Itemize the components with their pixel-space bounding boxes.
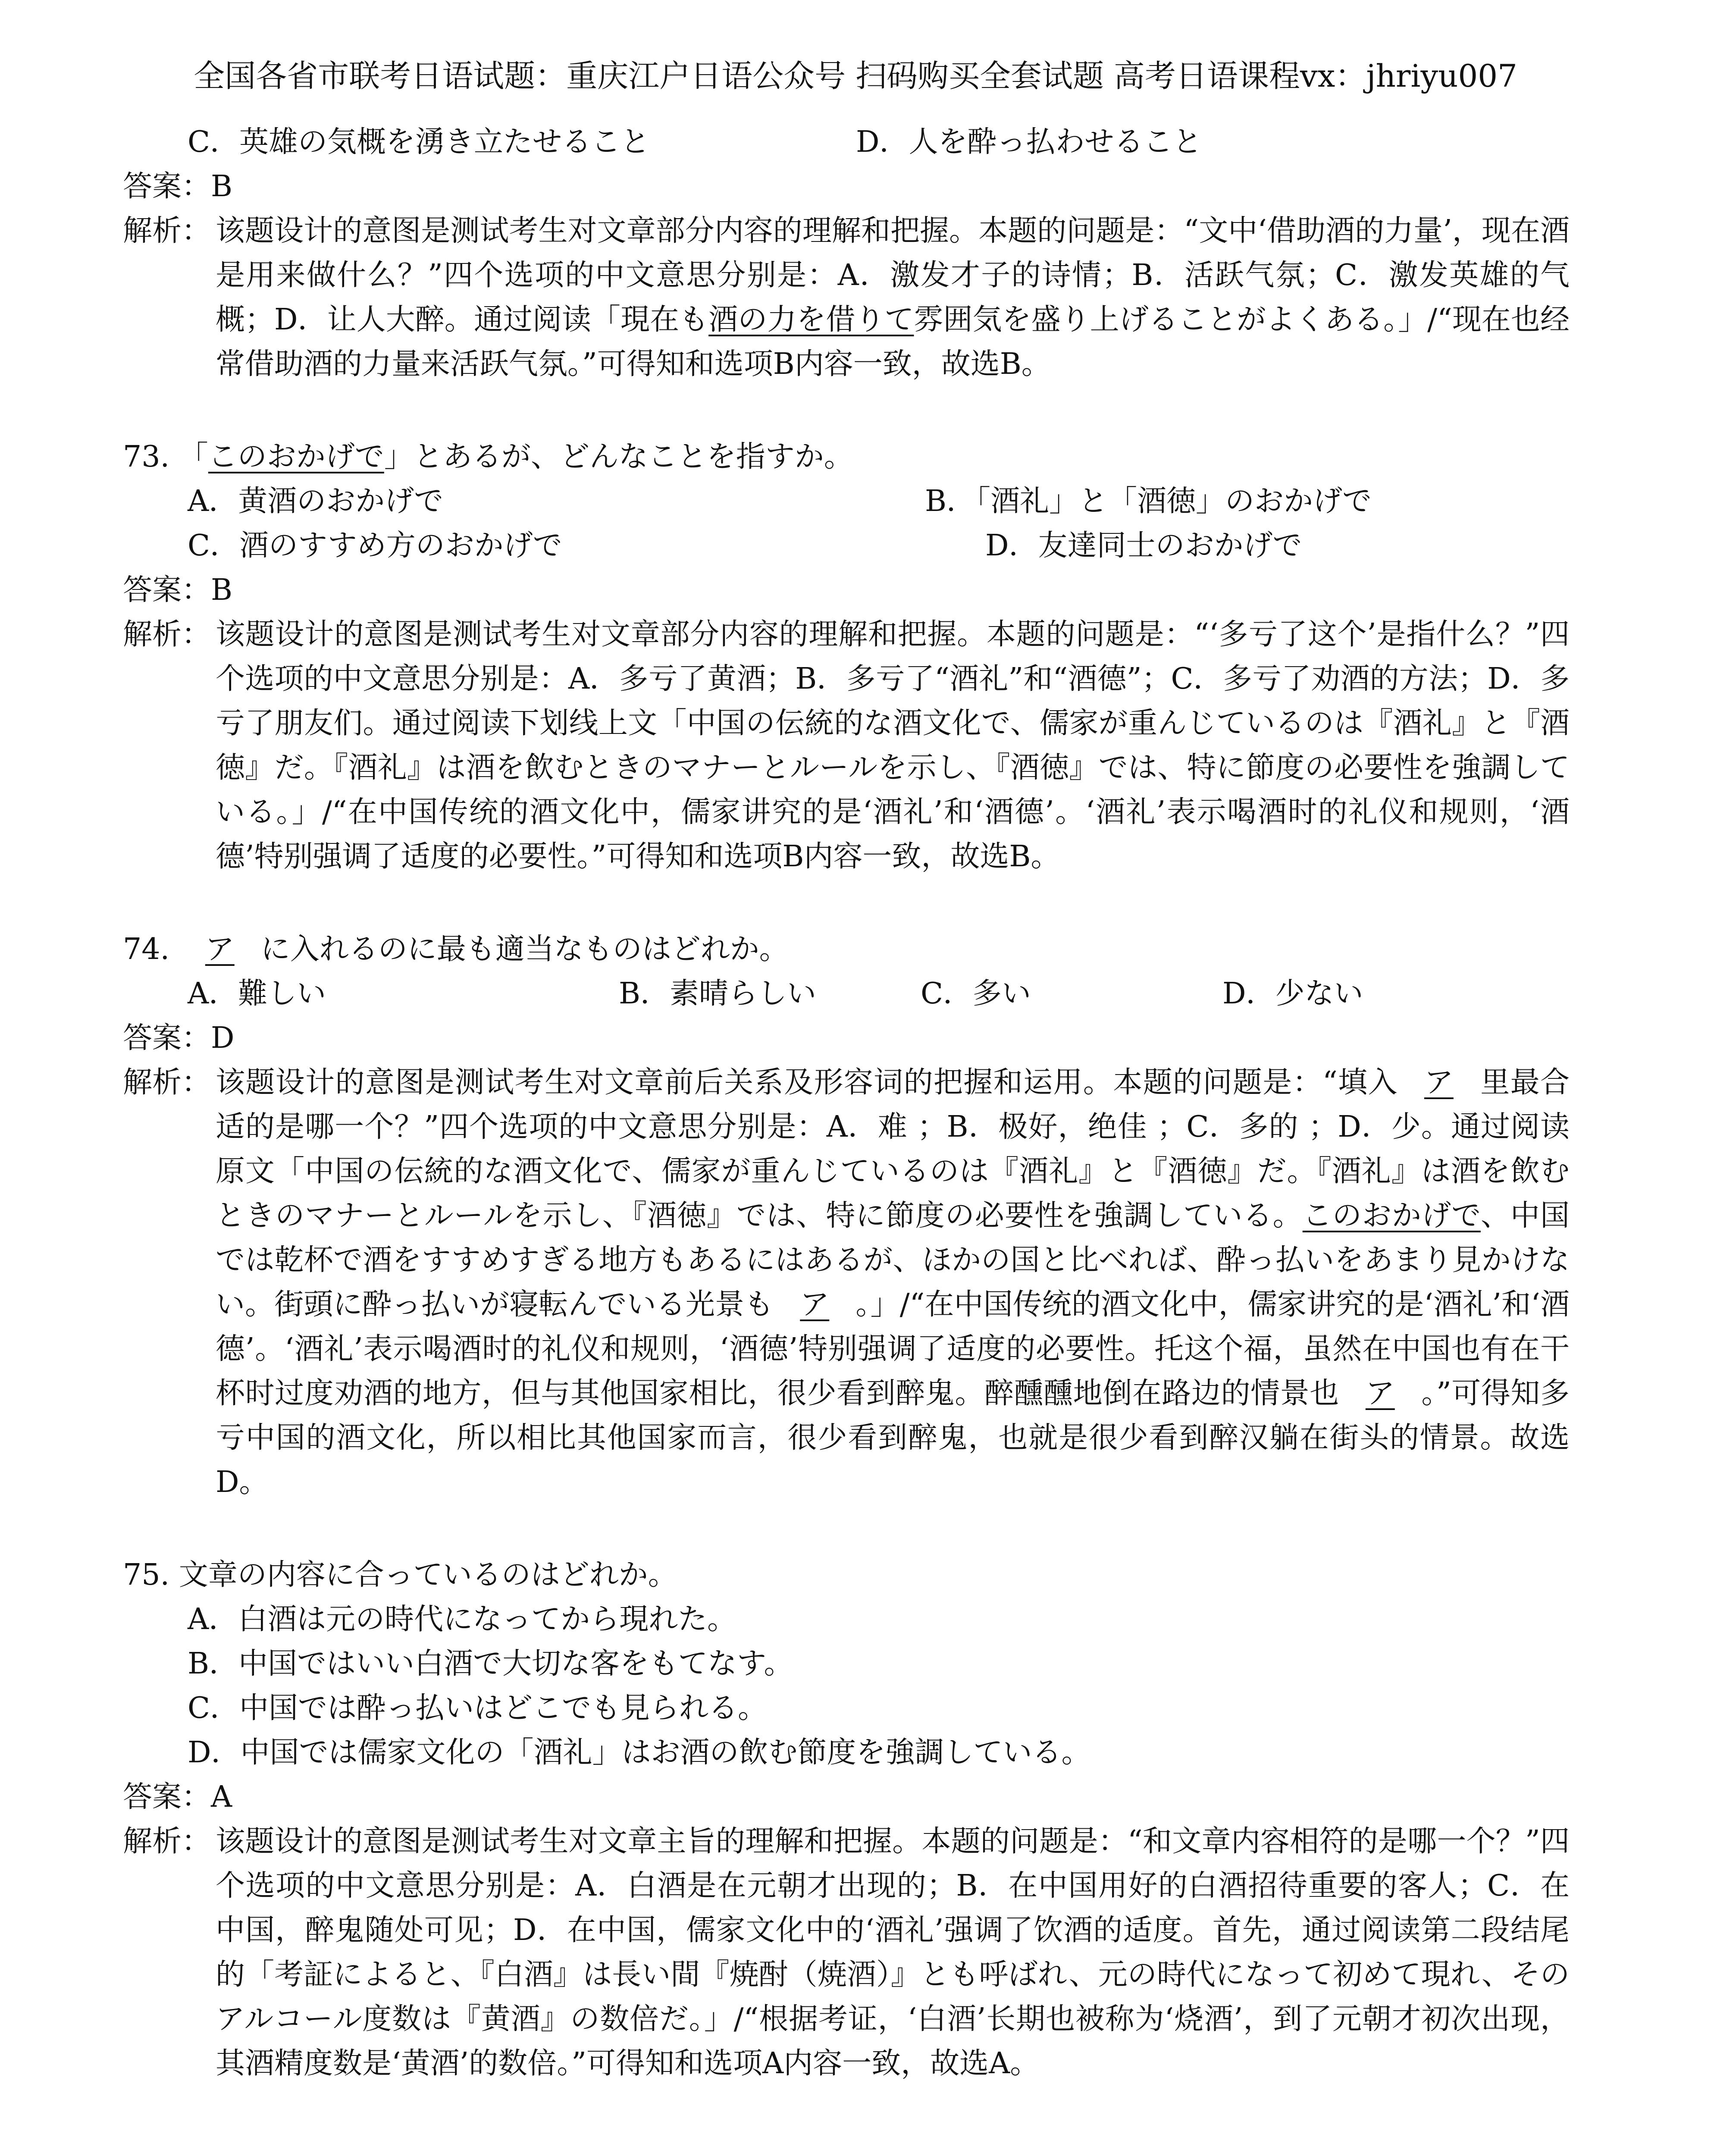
- option-c: C．中国では酔っ払いはどこでも見られる。: [188, 1691, 768, 1725]
- explanation-text-part: 该题设计的意图是测试考生对文章前后关系及形容词的把握和运用。本题的问题是：“填入: [216, 1065, 1398, 1100]
- option-row: [123, 120, 1606, 164]
- underlined-phrase: 酒の力を借りて: [708, 303, 914, 337]
- answer-line: 答案：B: [123, 169, 232, 204]
- blank: ア: [205, 932, 235, 966]
- option-c: C．英雄の気概を湧き立たせること: [188, 125, 650, 159]
- explanation-text-part: 雰囲気を盛り上げることがよくある。」/“现在也经常借助酒的力量来活跃气氛。”可得知和选项B内容一致，故选B。: [216, 303, 1570, 381]
- question-number: 75.: [123, 1558, 170, 1592]
- option-a: A．黄酒のおかげで: [188, 484, 444, 518]
- stem-text: 文章の内容に合っているのはどれか。: [179, 1558, 677, 1592]
- explanation-text: [216, 1060, 1570, 1504]
- question-75: [123, 1553, 1606, 2086]
- explanation-label: 解析：: [123, 1824, 211, 1858]
- stem-text: 」とあるが、どんなことを指すか。: [384, 440, 853, 474]
- option-row: [123, 971, 1606, 1016]
- explanation-text: 该题设计的意图是测试考生对文章主旨的理解和把握。本题的问题是：“和文章内容相符的是哪一个？”四个选项的中文意思分别是：A．白酒是在元朝才出现的；B．在中国用好的白酒招待重要的客人；C．在中国，醉鬼随处可见；D．在中国，儒家文化中的‘酒礼’强调了饮酒的适度。首先，通过阅读第二段结尾的「考証によると、『白酒』は長い間『焼酎（焼酒）』とも呼ばれ、元の時代になって初めて現れ、そのアルコール度数は『黄酒』の数倍だ。」/“根据考证，‘白酒’长期也被称为‘烧酒’，到了元朝才初次出现，其酒精度数是‘黄酒’的数倍。”可得知和选项A内容一致，故选A。: [216, 1824, 1570, 2081]
- explanation-label: 解析：: [123, 1065, 211, 1100]
- question-74: [123, 927, 1606, 1504]
- explanation: [123, 1060, 1606, 1504]
- page-header: 全国各省市联考日语试题：重庆江户日语公众号 扫码购买全套试题 高考日语课程vx：jhriyu007: [194, 58, 1517, 94]
- explanation-text-part: 。」/“在中国传统的酒文化中，儒家讲究的是‘酒礼’和‘酒德’。‘酒礼’表示喝酒时的礼仪和规则，‘酒德’特别强调了适度的必要性。托这个福，虽然在中国也有在干杯时过度劝酒的地方，但与其他国家相比，很少看到醉鬼。醉醺醺地倒在路边的情景也: [216, 1288, 1570, 1410]
- question-stem: [123, 435, 1606, 479]
- blank: ア: [1424, 1065, 1454, 1100]
- answer-line: 答案：A: [123, 1780, 232, 1814]
- explanation: [123, 209, 1606, 386]
- question-number: 74.: [123, 932, 170, 966]
- blank: ア: [1365, 1376, 1395, 1410]
- document-body: [123, 120, 1606, 2086]
- question-72-continuation: [123, 120, 1606, 386]
- option-c: C．酒のすすめ方のおかげで: [188, 529, 562, 563]
- underlined-phrase: このおかげで: [208, 440, 384, 474]
- question-number: 73.: [123, 440, 170, 474]
- option-b: B．「酒礼」と「酒徳」のおかげで: [925, 484, 1372, 518]
- answer-line: 答案：D: [123, 1021, 235, 1055]
- explanation-text-part: 。”可得知多亏中国的酒文化，所以相比其他国家而言，很少看到醉鬼，也就是很少看到醉汉躺在街头的情景。故选D。: [216, 1376, 1570, 1499]
- explanation-text-part: 该题设计的意图是测试考生对文章部分内容的理解和把握。本题的问题是：“文中‘借助酒的力量’，现在酒是用来做什么？”四个选项的中文意思分别是：A．激发才子的诗情；B．活跃气氛；C．激发英雄的气概；D．让人大醉。通过阅读「現在も: [216, 214, 1570, 337]
- explanation: [123, 1819, 1606, 2086]
- explanation-text-part: 、中国では乾杯で酒をすすめすぎる地方もあるにはあるが、ほかの国と比べれば、酔っ払いをあまり見かけない。街頭に酔っ払いが寝転んでいる光景も: [216, 1199, 1570, 1322]
- option-d: D．友達同士のおかげで: [985, 529, 1302, 563]
- explanation-label: 解析：: [123, 617, 211, 652]
- stem-text: 「: [179, 440, 208, 474]
- explanation: [123, 612, 1606, 879]
- explanation-text-part: 里最合适的是哪一个？”四个选项的中文意思分别是：A．难 ；B．极好，绝佳 ；C．多的 ；D．少。通过阅读原文「中国の伝統的な酒文化で、儒家が重んじているのは『酒礼』と『酒徳』だ。『酒礼』は酒を飲むときのマナーとルールを示し、『酒徳』では、特に節度の必要性を強調している。: [216, 1065, 1570, 1233]
- blank: ア: [800, 1288, 830, 1322]
- option-b: B．素晴らしい: [619, 977, 816, 1011]
- underlined-phrase: このおかげで: [1302, 1199, 1481, 1233]
- explanation-label: 解析：: [123, 214, 211, 248]
- option-c: C．多い: [921, 977, 1031, 1011]
- question-stem: [123, 927, 1606, 971]
- option-d: D．少ない: [1222, 977, 1363, 1011]
- option-row: [123, 523, 1606, 568]
- option-d: D．中国では儒家文化の「酒礼」はお酒の飲む節度を強調している。: [188, 1736, 1091, 1770]
- explanation-text: 该题设计的意图是测试考生对文章部分内容的理解和把握。本题的问题是：“‘多亏了这个’是指什么？”四个选项的中文意思分别是：A．多亏了黄酒；B．多亏了“酒礼”和“酒德”；C．多亏了劝酒的方法；D．多亏了朋友们。通过阅读下划线上文「中国の伝統的な酒文化で、儒家が重んじているのは『酒礼』と『酒徳』だ。『酒礼』は酒を飲むときのマナーとルールを示し、『酒徳』では、特に節度の必要性を強調している。」/“在中国传统的酒文化中，儒家讲究的是‘酒礼’和‘酒德’。‘酒礼’表示喝酒时的礼仪和规则，‘酒德’特别强调了适度的必要性。”可得知和选项B内容一致，故选B。: [216, 617, 1570, 874]
- option-a: A．白酒は元の時代になってから現れた。: [188, 1602, 737, 1636]
- answer-line: 答案：B: [123, 573, 232, 607]
- option-a: A．難しい: [188, 977, 326, 1011]
- option-d: D．人を酔っ払わせること: [856, 125, 1202, 159]
- option-row: [123, 479, 1606, 523]
- question-73: [123, 435, 1606, 879]
- explanation-text: [216, 209, 1570, 386]
- question-stem: [123, 1553, 1606, 1597]
- option-b: B．中国ではいい白酒で大切な客をもてなす。: [188, 1647, 793, 1681]
- stem-text: に入れるのに最も適当なものはどれか。: [260, 932, 789, 966]
